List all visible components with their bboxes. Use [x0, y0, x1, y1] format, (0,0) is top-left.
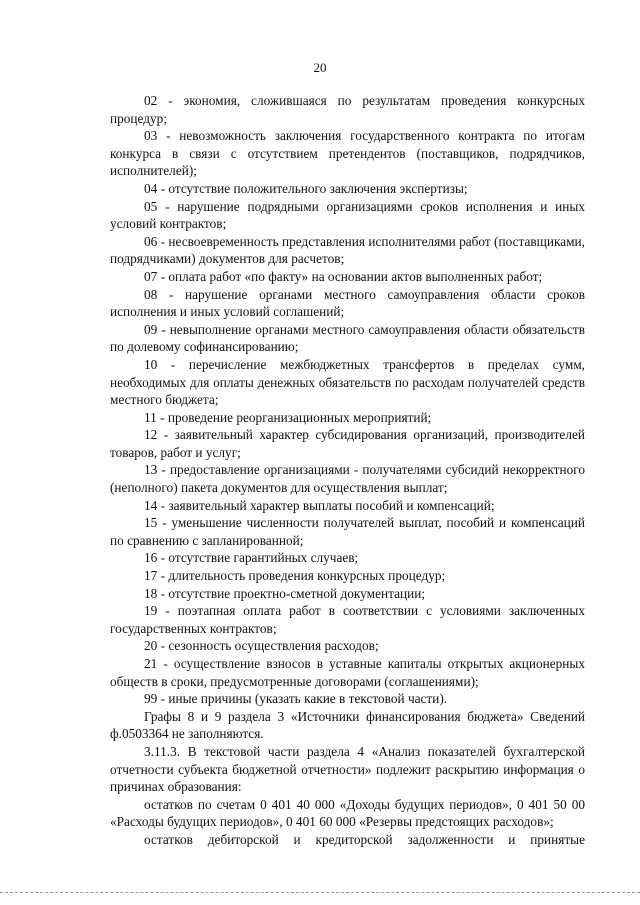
page-number: 20 [313, 60, 327, 75]
paragraph: Графы 8 и 9 раздела 3 «Источники финансирования бюджета» Сведений ф.0503364 не заполняются. [110, 708, 585, 742]
document-body [110, 92, 585, 849]
paragraph: 13 - предоставление организациями - получателями субсидий некорректного (неполного) пакета документов для осуществления выплат; [110, 462, 585, 496]
paragraph: 08 - нарушение органами местного самоуправления области сроков исполнения и иных условий соглашений; [110, 286, 585, 320]
paragraph: 3.11.3. В текстовой части раздела 4 «Анализ показателей бухгалтерской отчетности субъекта бюджетной отчетности» подлежит раскрытию информация о причинах образования: [110, 743, 585, 795]
paragraph: 07 - оплата работ «по факту» на основании актов выполненных работ; [144, 268, 543, 284]
paragraph: 05 - нарушение подрядными организациями сроков исполнения и иных условий контрактов; [110, 198, 585, 232]
paragraph: 21 - осуществление взносов в уставные капиталы открытых акционерных обществ в сроки, предусмотренные договорами (соглашениями); [110, 656, 585, 689]
paragraph: 99 - иные причины (указать какие в текстовой части). [144, 691, 448, 707]
paragraph: 02 - экономия, сложившаяся по результатам проведения конкурсных процедур; [110, 93, 585, 126]
paragraph: 12 - заявительный характер субсидирования организаций, производителей товаров, работ и услуг; [110, 427, 585, 460]
paragraph: 17 - длительность проведения конкурсных процедур; [144, 568, 446, 584]
paragraph: 18 - отсутствие проектно-сметной документации; [144, 585, 426, 601]
paragraph: 10 - перечисление межбюджетных трансфертов в пределах сумм, необходимых для оплаты денежных обязательств по расходам получателей средств местного бюджета; [110, 356, 585, 408]
paragraph: 16 - отсутствие гарантийных случаев; [144, 550, 359, 566]
paragraph: 11 - проведение реорганизационных мероприятий; [144, 409, 432, 425]
paragraph: 15 - уменьшение численности получателей выплат, пособий и компенсаций по сравнению с запланированной; [110, 515, 585, 548]
scan-edge-line [0, 892, 640, 893]
paragraph: 14 - заявительный характер выплаты пособий и компенсаций; [144, 497, 495, 513]
paragraph: 09 - невыполнение органами местного самоуправления области обязательств по долевому софинансированию; [110, 321, 585, 355]
paragraph: 20 - сезонность осуществления расходов; [144, 638, 379, 654]
paragraph: остатков по счетам 0 401 40 000 «Доходы будущих периодов», 0 401 50 00 «Расходы будущих периодов», 0 401 60 000 «Резервы предстоящих расходов»; [110, 796, 585, 830]
paragraph: 03 - невозможность заключения государственного контракта по итогам конкурса в связи с отсутствием претендентов (поставщиков, подрядчиков, исполнителей); [110, 128, 585, 179]
paragraph: 19 - поэтапная оплата работ в соответствии с условиями заключенных государственных контрактов; [110, 603, 585, 636]
paragraph: остатков дебиторской и кредиторской задолженности и принятые [144, 831, 585, 847]
paragraph: 06 - несвоевременность представления исполнителями работ (поставщиками, подрядчиками) документов для расчетов; [110, 233, 585, 267]
paragraph: 04 - отсутствие положительного заключения экспертизы; [144, 180, 468, 196]
